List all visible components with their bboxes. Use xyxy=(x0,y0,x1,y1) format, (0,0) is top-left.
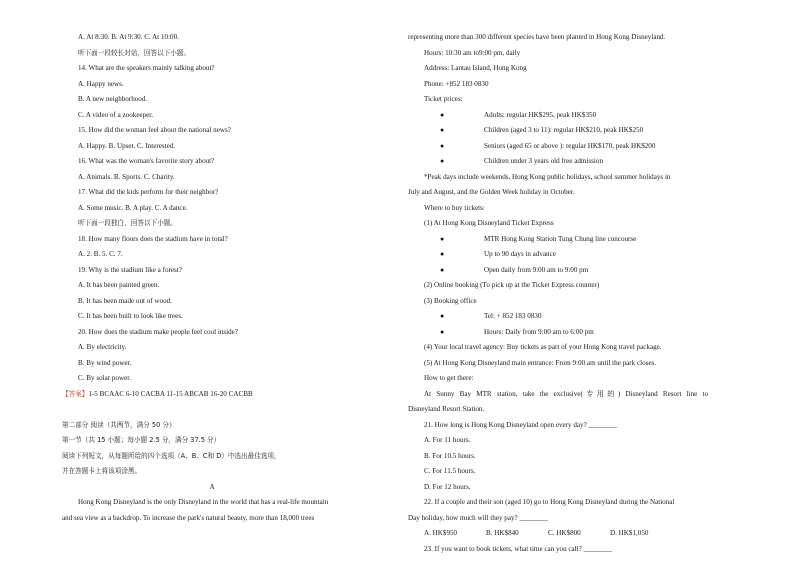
bullet-icon: ● xyxy=(440,265,445,274)
bullet-icon: ● xyxy=(440,110,445,119)
q20-option-c: C. By solar power. xyxy=(78,374,132,382)
q22-options xyxy=(408,526,708,542)
passage-line-2: and sea view as a backdrop. To increase the park's natural beauty, more than 18,000 trees xyxy=(62,513,315,522)
q22-line-1: 22. If a couple and their son (aged 10) go to Hong Kong Disneyland during the National xyxy=(424,498,675,506)
bullet-icon: ● xyxy=(440,312,445,320)
q18: 18. How many floors does the stadium have in total? xyxy=(78,234,228,243)
q18-options: A. 2. B. 5. C. 7. xyxy=(78,250,123,258)
express-advance: ● Up to 90 days in advance xyxy=(408,247,708,263)
bullet-icon: ● xyxy=(440,250,445,258)
where-heading: Where to buy tickets: xyxy=(424,203,485,212)
q16-options: A. Animals. B. Sports. C. Charity. xyxy=(78,172,175,181)
q15-options: A. Happy. B. Upset. C. Interested. xyxy=(78,141,176,150)
bullet-icon: ● xyxy=(440,157,445,165)
q14: 14. What are the speakers mainly talking about? xyxy=(78,64,215,72)
express-hours: ● Open daily from 9:00 am to 9:00 pm xyxy=(408,263,708,279)
q21-option-c: C. For 11.5 hours. xyxy=(424,467,476,475)
phone: Phone: +852 183 0830 xyxy=(424,79,489,88)
reading-instruction-2: 并在答题卡上将该项涂黑。 xyxy=(62,467,142,475)
left-column xyxy=(62,30,362,526)
where-1: (1) At Hong Kong Disneyland Ticket Express xyxy=(424,219,554,227)
answer-tag: 【答案】 xyxy=(62,389,89,398)
how-heading: How to get there: xyxy=(424,374,474,382)
hours: Hours: 10:30 am to9:00 pm, daily xyxy=(424,48,521,57)
spacer xyxy=(62,402,362,418)
reading-instruction-1: 阅读下列短文，从每题所给的四个选项（A、B、C和 D）中选出最佳选项， xyxy=(62,451,281,460)
q17: 17. What did the kids perform for their neighbor? xyxy=(78,188,219,196)
answer-text: 1-5 BCAAC 6-10 CACBA 11-15 ABCAB 16-20 CACBB xyxy=(88,389,253,398)
q21: 21. How long is Hong Kong Disneyland open every day? ________ xyxy=(424,420,617,429)
q22-line-2: Day holiday, how much will they pay? ________ xyxy=(408,513,548,522)
q13-options: A. At 8:30. B. At 9:30. C. At 10:00. xyxy=(78,33,179,41)
q14-option-c: C. A video of a zookeeper. xyxy=(78,110,154,119)
q19-option-c: C. It has been built to look like trees. xyxy=(78,312,183,320)
bullet-icon: ● xyxy=(440,234,445,243)
passage-continued: representing more than 300 different species have been planted in Hong Kong Disneyland. xyxy=(408,33,666,41)
price-adults: ● Adults: regular HK$295, peak HK$350 xyxy=(408,108,708,124)
express-location: ● MTR Hong Kong Station Tung Chung line concourse xyxy=(408,232,708,248)
address: Address: Lantau Island, Hong Kong xyxy=(424,64,527,72)
q20-option-b: B. By wind power. xyxy=(78,358,132,367)
peak-note-2: July and August, and the Golden Week holiday in October. xyxy=(408,188,575,196)
answer-key xyxy=(62,387,362,403)
peak-note-1: *Peak days include weekends, Hong Kong public holidays, school summer holidays in xyxy=(424,172,671,181)
dialogue-instruction: 听下面一段较长对话，回答以下小题。 xyxy=(78,48,191,57)
monologue-instruction: 听下面一段独白，回答以下小题。 xyxy=(78,219,177,227)
q14-option-b: B. A new neighborhood. xyxy=(78,95,148,103)
q22-option-d: D. HK$1,050 xyxy=(610,529,649,537)
q16: 16. What was the woman's favorite story about? xyxy=(78,157,215,165)
where-5: (5) At Hong Kong Disneyland main entrance: From 9:00 am until the park closes. xyxy=(424,358,657,367)
right-column xyxy=(408,30,708,557)
where-2: (2) Online booking (To pick up at the Ticket Express counter) xyxy=(424,281,600,289)
office-hours: ● Hours: Daily from 9:00 am to 6:00 pm xyxy=(408,325,708,341)
q21-option-a: A. For 11 hours. xyxy=(424,436,471,444)
how-2: Disneyland Resort Station. xyxy=(408,405,485,413)
passage-line-1: Hong Kong Disneyland is the only Disneyland in the world that has a real-life mountain xyxy=(78,498,329,506)
bullet-icon: ● xyxy=(440,141,445,150)
q22-option-a: A. HK$950 xyxy=(424,529,458,537)
q19: 19. Why is the stadium like a forest? xyxy=(78,265,182,274)
where-3: (3) Booking office xyxy=(424,296,477,305)
ticket-prices-heading: Ticket prices: xyxy=(424,95,463,103)
q21-option-d: D. For 12 hours. xyxy=(424,482,471,491)
q20: 20. How does the stadium make people feel cool inside? xyxy=(78,327,238,336)
passage-label: A xyxy=(209,482,215,491)
q15: 15. How did the woman feel about the national news? xyxy=(78,126,231,134)
price-children: ● Children (aged 3 to 11): regular HK$210, peak HK$250 xyxy=(408,123,708,139)
q19-option-a: A. It has been painted green. xyxy=(78,281,160,289)
q17-options: A. Some music. B. A play. C. A dance. xyxy=(78,203,188,212)
q22-option-b: B. HK$840 xyxy=(486,529,519,537)
q19-option-b: B. It has been made out of wood. xyxy=(78,296,172,305)
price-seniors: ● Seniors (aged 65 or above ): regular HK$170, peak HK$200 xyxy=(408,139,708,155)
q14-option-a: A. Happy news. xyxy=(78,79,124,88)
office-tel: ● Tel: + 852 183 0830 xyxy=(408,309,708,325)
how-1: At Sunny Bay MTR station, take the exclusive(专用的) Disneyland Resort line to xyxy=(424,389,708,398)
q22-option-c: C. HK$800 xyxy=(548,529,581,537)
part2-title: 第二部分 阅读（共两节，满分 50 分） xyxy=(62,420,176,429)
bullet-icon: ● xyxy=(440,327,445,336)
price-under3: ● Children under 3 years old free admission xyxy=(408,154,708,170)
bullet-icon: ● xyxy=(440,126,445,134)
q21-option-b: B. For 10.5 hours. xyxy=(424,451,476,460)
where-4: (4) Your local travel agency: Buy tickets as part of your Hong Kong travel package. xyxy=(424,343,662,351)
q20-option-a: A. By electricity. xyxy=(78,343,127,351)
section1-title: 第一节（共 15 小题；每小题 2.5 分，满分 37.5 分） xyxy=(62,436,221,444)
q23: 23. If you want to book tickets, what time can you call? ________ xyxy=(424,544,612,553)
